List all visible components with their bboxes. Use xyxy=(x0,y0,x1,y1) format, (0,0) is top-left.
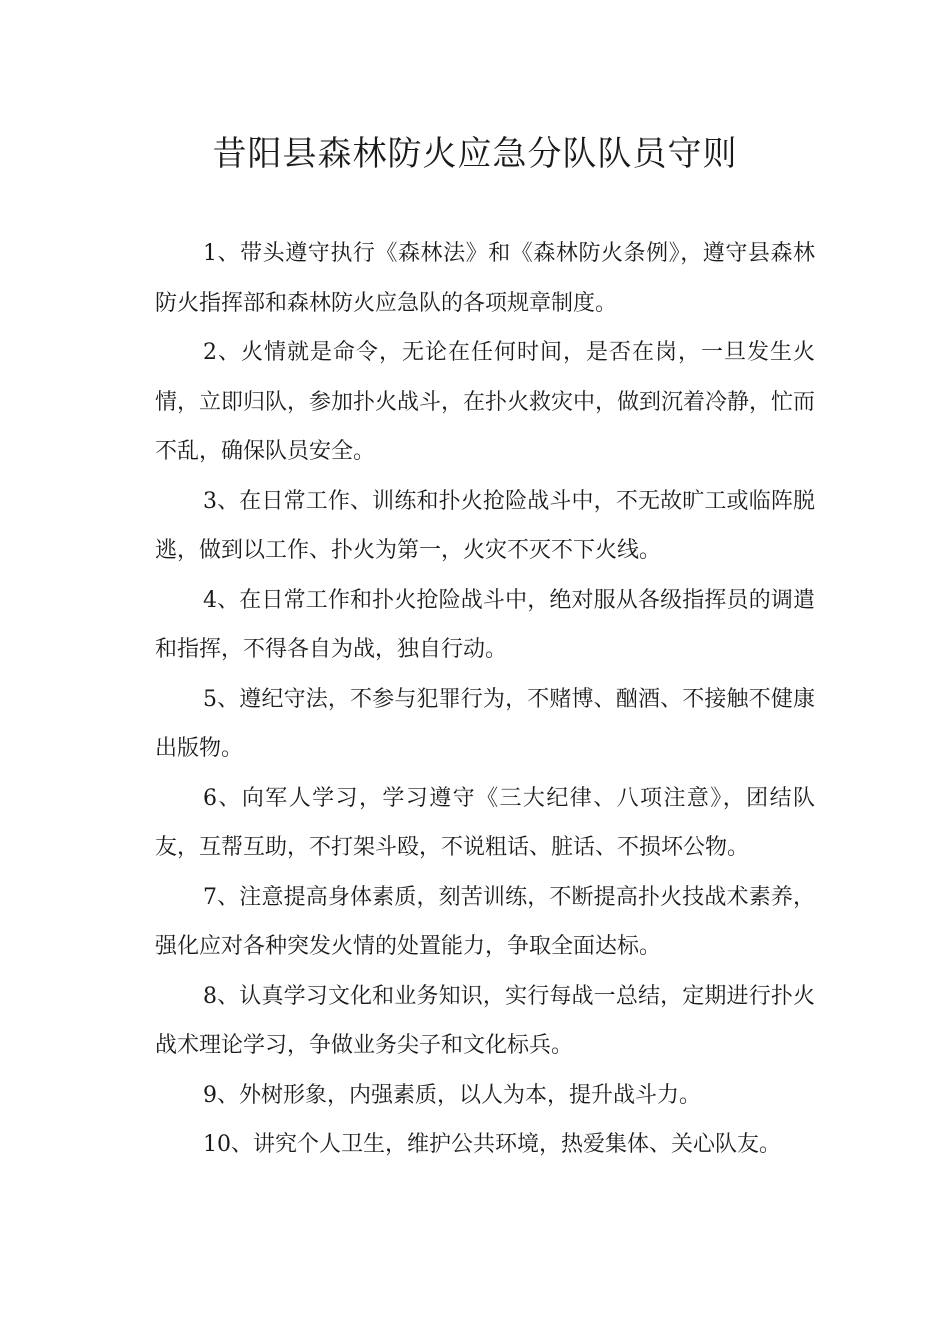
rule-item-9: 9、外树形象，内强素质，以人为本，提升战斗力。 xyxy=(203,1082,701,1108)
rule-item-2: 2、火情就是命令，无论在任何时间，是否在岗，一旦发生火情，立即归队，参加扑火战斗，在扑火救灾中，做到沉着冷静，忙而不乱，确保队员安全。 xyxy=(155,340,816,464)
rule-item-3: 3、在日常工作、训练和扑火抢险战斗中，不无故旷工或临阵脱逃，做到以工作、扑火为第一，火灾不灭不下火线。 xyxy=(155,488,815,563)
rule-item-10: 10、讲究个人卫生，维护公共环境，热爱集体、关心队友。 xyxy=(203,1132,781,1157)
rule-item-8: 8、认真学习文化和业务知识，实行每战一总结，定期进行扑火战术理论学习，争做业务尖子和文化标兵。 xyxy=(155,983,815,1058)
rule-item-7: 7、注意提高身体素质，刻苦训练，不断提高扑火技战术素养，强化应对各种突发火情的处置能力，争取全面达标。 xyxy=(155,884,815,959)
rule-item-5: 5、遵纪守法，不参与犯罪行为，不赌博、酗酒、不接触不健康出版物。 xyxy=(155,686,815,761)
rules-list xyxy=(155,229,815,1170)
rule-item-4: 4、在日常工作和扑火抢险战斗中，绝对服从各级指挥员的调遣和指挥，不得各自为战，独自行动。 xyxy=(155,587,815,662)
rule-item-6: 6、向军人学习，学习遵守《三大纪律、八项注意》，团结队友，互帮互助，不打架斗殴，不说粗话、脏话、不损坏公物。 xyxy=(155,785,815,860)
rule-item-1: 1、带头遵守执行《森林法》和《森林防火条例》，遵守县森林防火指挥部和森林防火应急队的各项规章制度。 xyxy=(155,241,815,316)
document-title: 昔阳县森林防火应急分队队员守则 xyxy=(212,134,738,174)
